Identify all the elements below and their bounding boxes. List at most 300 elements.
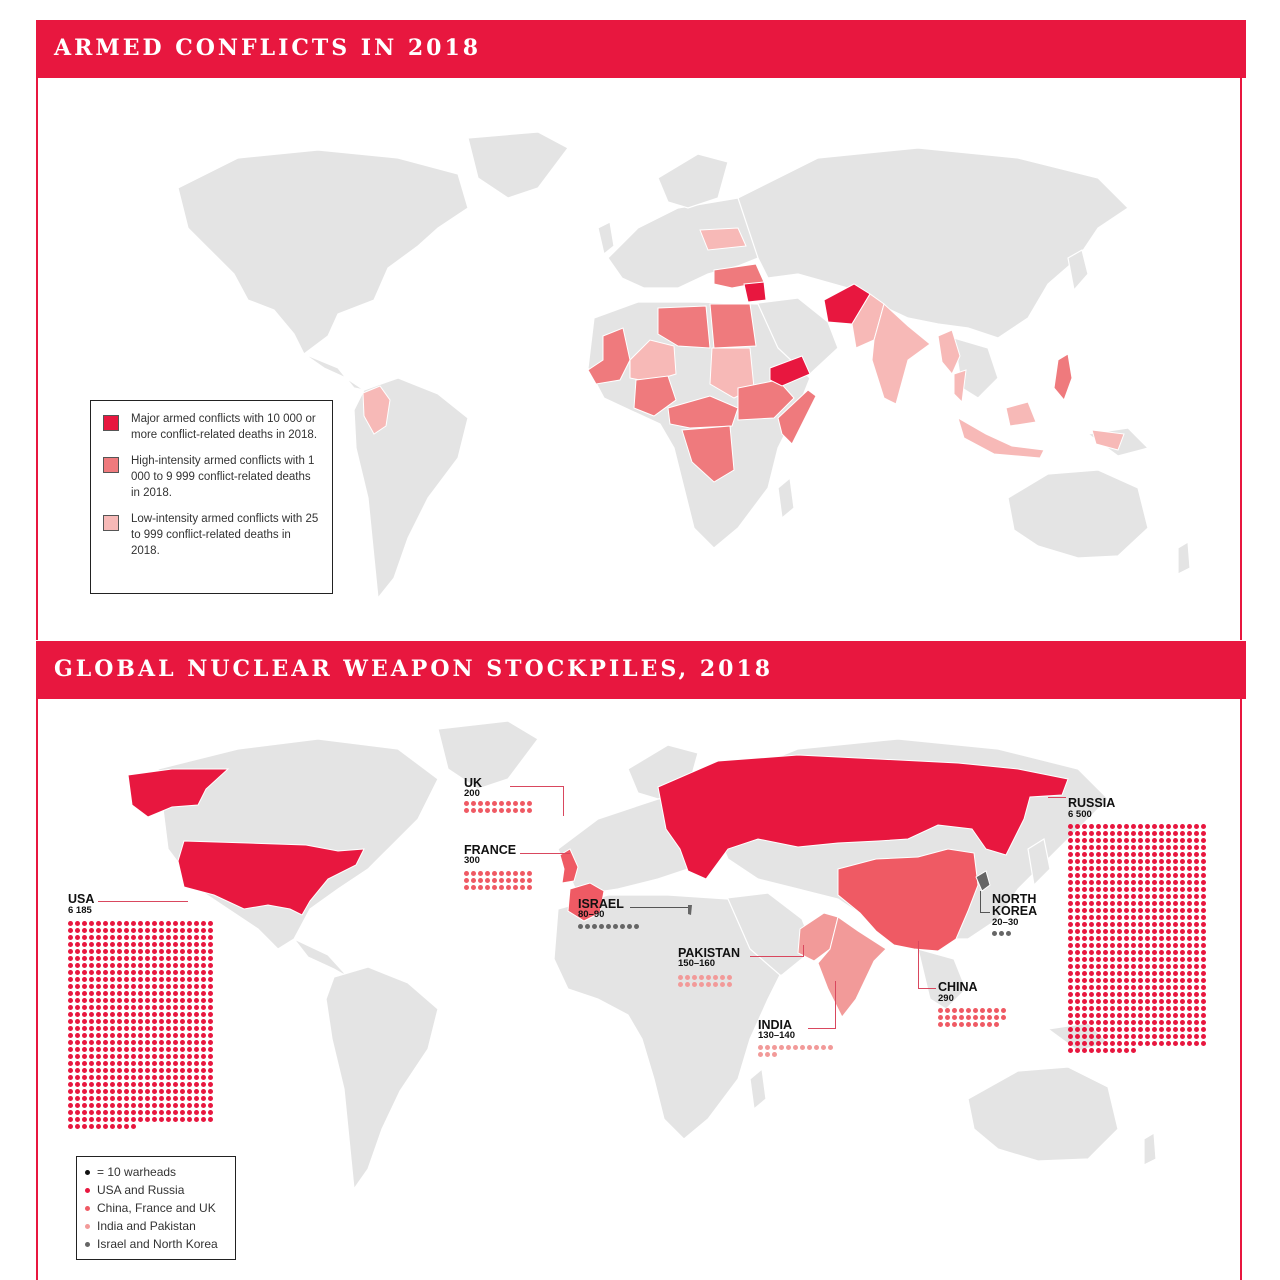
warhead-dot: [1138, 1027, 1143, 1032]
warhead-dot: [1089, 964, 1094, 969]
warhead-dot: [1110, 908, 1115, 913]
warhead-dot: [1110, 1013, 1115, 1018]
russia-count: 6 500: [1068, 809, 1092, 820]
warhead-dot: [166, 998, 171, 1003]
warhead-dot: [96, 1019, 101, 1024]
warhead-dot: [166, 921, 171, 926]
warhead-dot: [1131, 943, 1136, 948]
warhead-dot: [1096, 901, 1101, 906]
warhead-dot: [110, 963, 115, 968]
warhead-dot: [201, 928, 206, 933]
warhead-dot: [1138, 950, 1143, 955]
warhead-dot: [117, 1082, 122, 1087]
warhead-dot: [1131, 936, 1136, 941]
warhead-dot: [173, 1033, 178, 1038]
warhead-dot: [485, 808, 490, 813]
warhead-dot: [89, 1005, 94, 1010]
warhead-dot: [173, 921, 178, 926]
warhead-dot: [952, 1022, 957, 1027]
warhead-dot: [166, 1089, 171, 1094]
warhead-dot: [1152, 845, 1157, 850]
warhead-dot: [131, 1082, 136, 1087]
warhead-dot: [187, 1103, 192, 1108]
warhead-dot: [1187, 936, 1192, 941]
warhead-dot: [692, 975, 697, 980]
warhead-dot: [1110, 1041, 1115, 1046]
warhead-dot: [1138, 894, 1143, 899]
warhead-dot: [124, 1040, 129, 1045]
warhead-dot: [1138, 978, 1143, 983]
warhead-dot: [1124, 1006, 1129, 1011]
warhead-dot: [758, 1052, 763, 1057]
warhead-dot: [713, 982, 718, 987]
warhead-dot: [208, 977, 213, 982]
warhead-dot: [720, 982, 725, 987]
warhead-dot: [1131, 915, 1136, 920]
warhead-dot: [1089, 1034, 1094, 1039]
warhead-dot: [1173, 901, 1178, 906]
warhead-dot: [131, 1019, 136, 1024]
warhead-dot: [89, 1061, 94, 1066]
warhead-dot: [1166, 901, 1171, 906]
warhead-dot: [1075, 1027, 1080, 1032]
landmass: [1144, 1133, 1156, 1165]
warhead-dot: [1096, 873, 1101, 878]
warhead-dot: [75, 1089, 80, 1094]
warhead-dot: [152, 963, 157, 968]
warhead-dot: [1159, 999, 1164, 1004]
warhead-dot: [980, 1015, 985, 1020]
warhead-dot: [117, 1110, 122, 1115]
israel-warhead-dots: [578, 924, 639, 929]
warhead-dot: [194, 1005, 199, 1010]
conflicts-banner: [36, 20, 1246, 78]
warhead-dot: [180, 977, 185, 982]
warhead-dot: [1082, 950, 1087, 955]
warhead-dot: [75, 1082, 80, 1087]
warhead-dot: [208, 970, 213, 975]
warhead-dot: [1173, 971, 1178, 976]
warhead-dot: [1082, 999, 1087, 1004]
warhead-dot: [1159, 873, 1164, 878]
warhead-dot: [166, 1026, 171, 1031]
warhead-dot: [1145, 838, 1150, 843]
warhead-dot: [1138, 866, 1143, 871]
warhead-dot: [138, 949, 143, 954]
warhead-dot: [138, 1117, 143, 1122]
warhead-dot: [606, 924, 611, 929]
warhead-dot: [1124, 880, 1129, 885]
warhead-dot: [1096, 1006, 1101, 1011]
legend-swatch-high: [103, 457, 119, 473]
warhead-dot: [1166, 1041, 1171, 1046]
warhead-dot: [1145, 859, 1150, 864]
warhead-dot: [1166, 922, 1171, 927]
india-label: INDIA: [758, 1018, 793, 1032]
warhead-dot: [1166, 1006, 1171, 1011]
warhead-dot: [938, 1008, 943, 1013]
warhead-dot: [1173, 852, 1178, 857]
warhead-dot: [173, 1096, 178, 1101]
warhead-dot: [68, 1089, 73, 1094]
warhead-dot: [1124, 845, 1129, 850]
warhead-dot: [82, 1068, 87, 1073]
warhead-dot: [208, 1117, 213, 1122]
warhead-dot: [187, 1110, 192, 1115]
warhead-dot: [82, 1005, 87, 1010]
warhead-dot: [1145, 999, 1150, 1004]
warhead-dot: [1131, 971, 1136, 976]
warhead-dot: [1180, 894, 1185, 899]
warhead-dot: [1131, 1041, 1136, 1046]
warhead-dot: [1124, 964, 1129, 969]
warhead-dot: [720, 975, 725, 980]
warhead-dot: [96, 921, 101, 926]
warhead-dot: [82, 998, 87, 1003]
warhead-dot: [966, 1022, 971, 1027]
warhead-dot: [145, 1019, 150, 1024]
warhead-dot: [103, 928, 108, 933]
warhead-dot: [89, 1124, 94, 1129]
warhead-dot: [1124, 894, 1129, 899]
warhead-dot: [1138, 838, 1143, 843]
warhead-dot: [208, 956, 213, 961]
warhead-dot: [1117, 887, 1122, 892]
warhead-dot: [173, 977, 178, 982]
india-leader: [808, 981, 836, 1029]
warhead-dot: [1201, 1020, 1206, 1025]
warhead-dot: [1201, 831, 1206, 836]
warhead-dot: [1194, 985, 1199, 990]
china-leader: [918, 941, 936, 989]
warhead-dot: [124, 928, 129, 933]
warhead-dot: [152, 1040, 157, 1045]
warhead-dot: [1166, 999, 1171, 1004]
warhead-dot: [1187, 1020, 1192, 1025]
warhead-dot: [1075, 1006, 1080, 1011]
warhead-dot: [173, 1117, 178, 1122]
warhead-dot: [1166, 964, 1171, 969]
warhead-dot: [1194, 1006, 1199, 1011]
warhead-dot: [187, 928, 192, 933]
nuclear-panel: [36, 641, 1242, 1280]
warhead-dot: [1110, 992, 1115, 997]
israel-label: ISRAEL: [578, 897, 624, 911]
warhead-dot: [1089, 936, 1094, 941]
warhead-dot: [173, 998, 178, 1003]
warhead-dot: [110, 1061, 115, 1066]
legend2-item-india-pakistan: [85, 1217, 227, 1235]
warhead-dot: [194, 1047, 199, 1052]
warhead-dot: [1103, 824, 1108, 829]
warhead-dot: [138, 1047, 143, 1052]
warhead-dot: [1138, 943, 1143, 948]
warhead-dot: [89, 942, 94, 947]
warhead-dot: [82, 1103, 87, 1108]
warhead-dot: [138, 998, 143, 1003]
warhead-dot: [1110, 1006, 1115, 1011]
warhead-dot: [1117, 894, 1122, 899]
warhead-dot: [124, 1089, 129, 1094]
warhead-dot: [138, 1089, 143, 1094]
warhead-dot: [152, 991, 157, 996]
warhead-dot: [152, 1019, 157, 1024]
warhead-dot: [1075, 971, 1080, 976]
warhead-dot: [131, 1068, 136, 1073]
warhead-dot: [1201, 852, 1206, 857]
warhead-dot: [1103, 880, 1108, 885]
warhead-dot: [1159, 971, 1164, 976]
warhead-dot: [1180, 915, 1185, 920]
warhead-dot: [208, 1061, 213, 1066]
warhead-dot: [1201, 1034, 1206, 1039]
warhead-dot: [1089, 901, 1094, 906]
warhead-dot: [1180, 831, 1185, 836]
warhead-dot: [1131, 957, 1136, 962]
warhead-dot: [145, 1103, 150, 1108]
warhead-dot: [1173, 1027, 1178, 1032]
warhead-dot: [1110, 901, 1115, 906]
warhead-dot: [1103, 873, 1108, 878]
warhead-dot: [1082, 908, 1087, 913]
warhead-dot: [1194, 929, 1199, 934]
pakistan-label: PAKISTAN: [678, 946, 741, 960]
warhead-dot: [180, 1075, 185, 1080]
warhead-dot: [89, 1033, 94, 1038]
warhead-dot: [68, 970, 73, 975]
warhead-dot: [110, 970, 115, 975]
warhead-dot: [1145, 887, 1150, 892]
warhead-dot: [1103, 978, 1108, 983]
warhead-dot: [68, 1005, 73, 1010]
warhead-dot: [1138, 929, 1143, 934]
warhead-dot: [1201, 859, 1206, 864]
warhead-dot: [187, 1075, 192, 1080]
legend-item-high: [101, 453, 322, 501]
warhead-dot: [89, 921, 94, 926]
warhead-dot: [173, 1040, 178, 1045]
warhead-dot: [1159, 1013, 1164, 1018]
north-korea-leader: [980, 891, 990, 913]
warhead-dot: [145, 942, 150, 947]
warhead-dot: [1131, 887, 1136, 892]
warhead-dot: [75, 991, 80, 996]
warhead-dot: [980, 1008, 985, 1013]
warhead-dot: [166, 1033, 171, 1038]
warhead-dot: [1145, 831, 1150, 836]
warhead-dot: [1110, 873, 1115, 878]
warhead-dot: [201, 970, 206, 975]
warhead-dot: [1124, 929, 1129, 934]
warhead-dot: [1117, 1048, 1122, 1053]
warhead-dot: [1110, 838, 1115, 843]
warhead-dot: [527, 885, 532, 890]
warhead-dot: [1152, 950, 1157, 955]
warhead-dot: [1131, 950, 1136, 955]
warhead-dot: [138, 928, 143, 933]
warhead-dot: [1201, 971, 1206, 976]
warhead-dot: [1075, 992, 1080, 997]
warhead-dot: [1096, 1041, 1101, 1046]
warhead-dot: [110, 991, 115, 996]
warhead-dot: [159, 956, 164, 961]
warhead-dot: [89, 1026, 94, 1031]
warhead-dot: [180, 1068, 185, 1073]
warhead-dot: [793, 1045, 798, 1050]
warhead-dot: [1117, 992, 1122, 997]
warhead-dot: [1159, 887, 1164, 892]
warhead-dot: [1152, 1034, 1157, 1039]
warhead-dot: [1117, 1027, 1122, 1032]
warhead-dot: [187, 1089, 192, 1094]
warhead-dot: [145, 935, 150, 940]
warhead-dot: [180, 1005, 185, 1010]
warhead-dot: [124, 1019, 129, 1024]
warhead-dot: [1117, 1020, 1122, 1025]
warhead-dot: [124, 984, 129, 989]
warhead-dot: [103, 942, 108, 947]
legend2-dot-israel-nk: [85, 1242, 90, 1247]
warhead-dot: [1096, 964, 1101, 969]
warhead-dot: [1117, 824, 1122, 829]
warhead-dot: [1110, 943, 1115, 948]
warhead-dot: [1145, 922, 1150, 927]
warhead-dot: [1096, 880, 1101, 885]
warhead-dot: [1152, 957, 1157, 962]
warhead-dot: [1152, 915, 1157, 920]
warhead-dot: [1082, 852, 1087, 857]
china-label: CHINA: [938, 980, 978, 994]
warhead-dot: [1166, 873, 1171, 878]
warhead-dot: [1152, 824, 1157, 829]
warhead-dot: [159, 1103, 164, 1108]
israel-count: 80–90: [578, 909, 605, 920]
warhead-dot: [89, 1089, 94, 1094]
warhead-dot: [131, 949, 136, 954]
warhead-dot: [117, 942, 122, 947]
warhead-dot: [1138, 831, 1143, 836]
legend-text-low: Low-intensity armed conflicts with 25 to 999 conflict-related deaths in 2018.: [131, 513, 319, 557]
warhead-dot: [1187, 838, 1192, 843]
warhead-dot: [131, 1110, 136, 1115]
warhead-dot: [1187, 845, 1192, 850]
warhead-dot: [159, 921, 164, 926]
warhead-dot: [1166, 1027, 1171, 1032]
warhead-dot: [1075, 873, 1080, 878]
warhead-dot: [117, 935, 122, 940]
warhead-dot: [1068, 908, 1073, 913]
landmass: [750, 1069, 766, 1109]
warhead-dot: [1173, 873, 1178, 878]
warhead-dot: [110, 1089, 115, 1094]
warhead-dot: [194, 1061, 199, 1066]
warhead-dot: [110, 956, 115, 961]
warhead-dot: [527, 878, 532, 883]
warhead-dot: [103, 1033, 108, 1038]
warhead-dot: [634, 924, 639, 929]
warhead-dot: [187, 935, 192, 940]
warhead-dot: [1194, 999, 1199, 1004]
warhead-dot: [506, 878, 511, 883]
warhead-dot: [180, 1061, 185, 1066]
warhead-dot: [68, 977, 73, 982]
warhead-dot: [1187, 922, 1192, 927]
warhead-dot: [103, 949, 108, 954]
warhead-dot: [1075, 838, 1080, 843]
warhead-dot: [194, 949, 199, 954]
warhead-dot: [166, 1054, 171, 1059]
warhead-dot: [159, 1026, 164, 1031]
warhead-dot: [75, 921, 80, 926]
legend2-text-usa-russia: USA and Russia: [97, 1183, 185, 1197]
warhead-dot: [1089, 824, 1094, 829]
warhead-dot: [68, 942, 73, 947]
warhead-dot: [1138, 957, 1143, 962]
warhead-dot: [478, 871, 483, 876]
warhead-dot: [1068, 838, 1073, 843]
warhead-dot: [138, 991, 143, 996]
warhead-dot: [1110, 964, 1115, 969]
warhead-dot: [145, 1040, 150, 1045]
warhead-dot: [1180, 922, 1185, 927]
warhead-dot: [131, 1026, 136, 1031]
landmass: [1068, 250, 1088, 290]
warhead-dot: [75, 1012, 80, 1017]
warhead-dot: [152, 1012, 157, 1017]
warhead-dot: [208, 942, 213, 947]
warhead-dot: [706, 975, 711, 980]
warhead-dot: [1166, 943, 1171, 948]
warhead-dot: [1201, 999, 1206, 1004]
warhead-dot: [973, 1022, 978, 1027]
warhead-dot: [131, 1033, 136, 1038]
warhead-dot: [1201, 929, 1206, 934]
uk-count: 200: [464, 788, 480, 799]
warhead-dot: [117, 1019, 122, 1024]
warhead-dot: [124, 1033, 129, 1038]
warhead-dot: [1068, 915, 1073, 920]
warhead-dot: [180, 1019, 185, 1024]
warhead-dot: [1068, 1006, 1073, 1011]
warhead-dot: [620, 924, 625, 929]
warhead-dot: [800, 1045, 805, 1050]
warhead-dot: [1131, 824, 1136, 829]
warhead-dot: [1180, 1006, 1185, 1011]
warhead-dot: [180, 928, 185, 933]
warhead-dot: [82, 1033, 87, 1038]
warhead-dot: [478, 801, 483, 806]
warhead-dot: [187, 991, 192, 996]
warhead-dot: [1110, 1027, 1115, 1032]
warhead-dot: [492, 808, 497, 813]
warhead-dot: [1096, 838, 1101, 843]
warhead-dot: [75, 942, 80, 947]
warhead-dot: [1131, 838, 1136, 843]
warhead-dot: [1201, 880, 1206, 885]
warhead-dot: [1117, 859, 1122, 864]
warhead-dot: [180, 942, 185, 947]
warhead-dot: [1159, 978, 1164, 983]
warhead-dot: [706, 982, 711, 987]
warhead-dot: [1194, 866, 1199, 871]
warhead-dot: [152, 1096, 157, 1101]
warhead-dot: [1110, 866, 1115, 871]
warhead-dot: [173, 1026, 178, 1031]
warhead-dot: [208, 1033, 213, 1038]
warhead-dot: [117, 991, 122, 996]
warhead-dot: [1201, 915, 1206, 920]
warhead-dot: [1187, 824, 1192, 829]
